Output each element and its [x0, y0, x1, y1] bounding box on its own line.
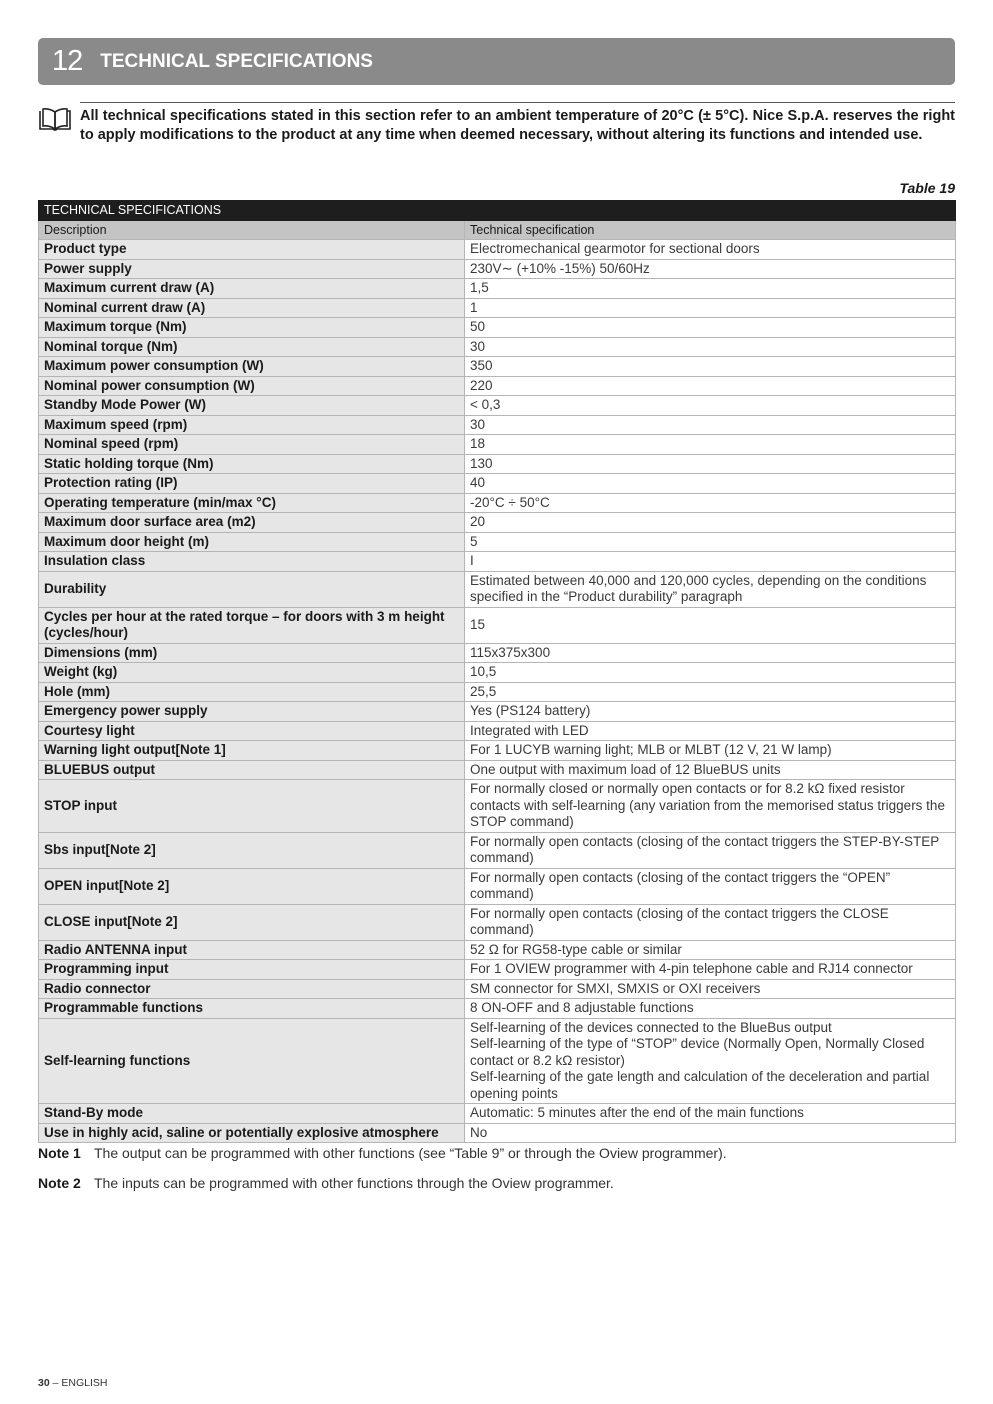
spec-value — [465, 532, 956, 552]
table-row — [39, 663, 956, 683]
spec-description: Maximum door height (m) — [39, 532, 465, 552]
spec-value — [465, 780, 956, 833]
table-row — [39, 682, 956, 702]
spec-description: Radio connector — [39, 979, 465, 999]
spec-description: Nominal torque (Nm) — [39, 337, 465, 357]
table-row — [39, 1123, 956, 1143]
column-header-description: Description — [39, 220, 465, 240]
spec-value — [465, 904, 956, 940]
table-row — [39, 493, 956, 513]
spec-description: Emergency power supply — [39, 702, 465, 722]
table-row — [39, 318, 956, 338]
spec-value-line: For normally open contacts (closing of the contact triggers the STEP-BY-STEP command) — [470, 833, 939, 865]
spec-value-line: -20°C ÷ 50°C — [470, 494, 550, 510]
table-row — [39, 780, 956, 833]
table-row — [39, 337, 956, 357]
spec-description: Radio ANTENNA input — [39, 940, 465, 960]
spec-description: Operating temperature (min/max °C) — [39, 493, 465, 513]
spec-value-line: Self-learning of the type of “STOP” device (Normally Open, Normally Closed contact or 8.2 kΩ resistor) — [470, 1036, 925, 1068]
footnotes — [38, 1145, 955, 1205]
spec-value-line: 50 — [470, 319, 486, 334]
table-row — [39, 999, 956, 1019]
spec-description: Use in highly acid, saline or potentially explosive atmosphere — [39, 1123, 465, 1143]
spec-value-line: For 1 OVIEW programmer with 4-pin telephone cable and RJ14 connector — [470, 961, 913, 976]
footnote — [38, 1175, 955, 1192]
spec-description: Nominal power consumption (W) — [39, 376, 465, 396]
spec-description: Maximum power consumption (W) — [39, 357, 465, 377]
table-row — [39, 415, 956, 435]
spec-value-line: One output with maximum load of 12 BlueBUS units — [470, 761, 781, 777]
table-row — [39, 1018, 956, 1104]
spec-value — [465, 376, 956, 396]
note-divider — [80, 102, 955, 103]
spec-value — [465, 415, 956, 435]
spec-value — [465, 741, 956, 761]
spec-description: Maximum speed (rpm) — [39, 415, 465, 435]
spec-value-line: < 0,3 — [470, 397, 501, 412]
table-row — [39, 940, 956, 960]
spec-value — [465, 868, 956, 904]
spec-description: Maximum door surface area (m2) — [39, 513, 465, 533]
table-row — [39, 454, 956, 474]
spec-value-line: 30 — [470, 338, 486, 354]
spec-value — [465, 454, 956, 474]
spec-value — [465, 721, 956, 741]
spec-value — [465, 663, 956, 683]
spec-value — [465, 318, 956, 338]
spec-description: Maximum torque (Nm) — [39, 318, 465, 338]
spec-value-line: For 1 LUCYB warning light; MLB or MLBT (12 V, 21 W lamp) — [470, 742, 832, 757]
spec-value — [465, 1104, 956, 1124]
spec-value — [465, 571, 956, 607]
table-row — [39, 532, 956, 552]
spec-description: Nominal current draw (A) — [39, 298, 465, 318]
spec-description: Sbs input[Note 2] — [39, 832, 465, 868]
spec-value — [465, 513, 956, 533]
spec-value-line: For normally open contacts (closing of the contact triggers the CLOSE command) — [470, 905, 889, 937]
spec-value-line: 18 — [470, 436, 486, 451]
spec-value — [465, 1018, 956, 1104]
spec-value-line: Automatic: 5 minutes after the end of the main functions — [470, 1105, 804, 1120]
spec-description: Nominal speed (rpm) — [39, 435, 465, 455]
spec-description: Stand-By mode — [39, 1104, 465, 1124]
spec-value — [465, 702, 956, 722]
spec-value-line: 15 — [470, 616, 486, 632]
table-row — [39, 357, 956, 377]
intro-note-text: All technical specifications stated in this section refer to an ambient temperature of 20°C (± 5°C). Nice S.p.A. reserves the right to apply modifications to the product at any time when deemed necessary, without altering its functions and intended use. — [80, 108, 955, 143]
spec-description: Product type — [39, 240, 465, 260]
specs-table — [38, 200, 956, 1143]
spec-description: Courtesy light — [39, 721, 465, 741]
table-row — [39, 259, 956, 279]
section-number: 12 — [52, 45, 83, 77]
spec-description: OPEN input[Note 2] — [39, 868, 465, 904]
footnote — [38, 1145, 955, 1162]
spec-description: Insulation class — [39, 552, 465, 572]
spec-value-line: 1,5 — [470, 280, 489, 295]
spec-value-line: For normally closed or normally open contacts or for 8.2 kΩ fixed resistor contacts with self-learning (any variation from the memorised status triggers the STOP command) — [470, 781, 945, 829]
spec-value — [465, 357, 956, 377]
page-number: 30 — [38, 1377, 50, 1389]
spec-value-line: For normally open contacts (closing of the contact triggers the “OPEN” command) — [470, 869, 891, 901]
intro-note — [38, 102, 955, 164]
spec-value — [465, 1123, 956, 1143]
table-row — [39, 396, 956, 416]
table-row — [39, 960, 956, 980]
spec-value-line: 8 ON-OFF and 8 adjustable functions — [470, 1000, 694, 1015]
spec-value-line: 130 — [470, 455, 493, 471]
spec-value-line: SM connector for SMXI, SMXIS or OXI receivers — [470, 980, 761, 996]
spec-value — [465, 474, 956, 494]
spec-description: Cycles per hour at the rated torque – for doors with 3 m height (cycles/hour) — [39, 607, 465, 643]
table-caption: Table 19 — [899, 180, 955, 196]
spec-description: Power supply — [39, 259, 465, 279]
spec-value-line: 230V∼ (+10% -15%) 50/60Hz — [470, 260, 650, 276]
spec-description: Warning light output[Note 1] — [39, 741, 465, 761]
spec-value — [465, 259, 956, 279]
table-row — [39, 832, 956, 868]
spec-value — [465, 760, 956, 780]
spec-description: Hole (mm) — [39, 682, 465, 702]
table-row — [39, 571, 956, 607]
spec-value-line: I — [470, 553, 474, 568]
spec-description: Dimensions (mm) — [39, 643, 465, 663]
spec-value-line: Estimated between 40,000 and 120,000 cycles, depending on the conditions specified in the “Product durability” paragraph — [470, 572, 927, 604]
table-row — [39, 643, 956, 663]
spec-value-line: 115x375x300 — [470, 644, 551, 660]
spec-value — [465, 960, 956, 980]
spec-value — [465, 279, 956, 299]
section-title: TECHNICAL SPECIFICATIONS — [100, 50, 373, 72]
spec-value — [465, 999, 956, 1019]
spec-value-line: 5 — [470, 533, 478, 549]
spec-description: Programmable functions — [39, 999, 465, 1019]
spec-description: Protection rating (IP) — [39, 474, 465, 494]
spec-value-line: 30 — [470, 416, 486, 432]
table-title: TECHNICAL SPECIFICATIONS — [39, 201, 956, 221]
table-row — [39, 721, 956, 741]
spec-value — [465, 240, 956, 260]
spec-description: STOP input — [39, 780, 465, 833]
table-title-row — [39, 201, 956, 221]
table-header-row — [39, 220, 956, 240]
footnote-text: The inputs can be programmed with other functions through the Oview programmer. — [94, 1175, 614, 1191]
footnote-label: Note 2 — [38, 1175, 81, 1191]
spec-value — [465, 435, 956, 455]
page-footer — [38, 1377, 107, 1389]
spec-value-line: 25,5 — [470, 683, 497, 699]
spec-value — [465, 552, 956, 572]
table-row — [39, 1104, 956, 1124]
footnote-text: The output can be programmed with other functions (see “Table 9” or through the Oview programmer). — [94, 1145, 727, 1161]
table-row — [39, 607, 956, 643]
spec-value — [465, 337, 956, 357]
spec-description: Programming input — [39, 960, 465, 980]
section-header — [38, 38, 955, 85]
book-icon — [38, 107, 72, 133]
table-row — [39, 240, 956, 260]
spec-value — [465, 396, 956, 416]
table-row — [39, 513, 956, 533]
spec-description: Standby Mode Power (W) — [39, 396, 465, 416]
table-row — [39, 702, 956, 722]
table-row — [39, 376, 956, 396]
table-row — [39, 760, 956, 780]
spec-value-line: 20 — [470, 514, 486, 529]
spec-value-line: 350 — [470, 358, 493, 373]
spec-value-line: Self-learning of the devices connected to the BlueBus output — [470, 1019, 832, 1035]
spec-value — [465, 643, 956, 663]
spec-value-line: No — [470, 1124, 488, 1140]
spec-value-line: Self-learning of the gate length and calculation of the deceleration and partial opening points — [470, 1069, 930, 1101]
spec-description: BLUEBUS output — [39, 760, 465, 780]
spec-value — [465, 979, 956, 999]
spec-value-line: Electromechanical gearmotor for sectional doors — [470, 241, 760, 256]
spec-description: CLOSE input[Note 2] — [39, 904, 465, 940]
spec-value-line: 40 — [470, 475, 486, 490]
table-row — [39, 474, 956, 494]
spec-value — [465, 940, 956, 960]
spec-value-line: 10,5 — [470, 664, 497, 679]
spec-value — [465, 298, 956, 318]
table-row — [39, 868, 956, 904]
spec-value-line: 1 — [470, 299, 478, 315]
spec-value — [465, 493, 956, 513]
spec-value — [465, 832, 956, 868]
spec-value-line: Yes (PS124 battery) — [470, 703, 591, 718]
table-row — [39, 552, 956, 572]
spec-description: Durability — [39, 571, 465, 607]
spec-value-line: 52 Ω for RG58-type cable or similar — [470, 941, 682, 957]
table-row — [39, 979, 956, 999]
table-row — [39, 435, 956, 455]
footnote-label: Note 1 — [38, 1145, 81, 1161]
table-row — [39, 904, 956, 940]
spec-value-line: Integrated with LED — [470, 722, 589, 738]
spec-description: Static holding torque (Nm) — [39, 454, 465, 474]
table-row — [39, 279, 956, 299]
spec-description: Weight (kg) — [39, 663, 465, 683]
spec-description: Self-learning functions — [39, 1018, 465, 1104]
column-header-specification: Technical specification — [465, 220, 956, 240]
table-row — [39, 298, 956, 318]
spec-value — [465, 607, 956, 643]
spec-value-line: 220 — [470, 377, 493, 393]
spec-value — [465, 682, 956, 702]
spec-description: Maximum current draw (A) — [39, 279, 465, 299]
table-row — [39, 741, 956, 761]
page-language: – ENGLISH — [52, 1377, 108, 1389]
